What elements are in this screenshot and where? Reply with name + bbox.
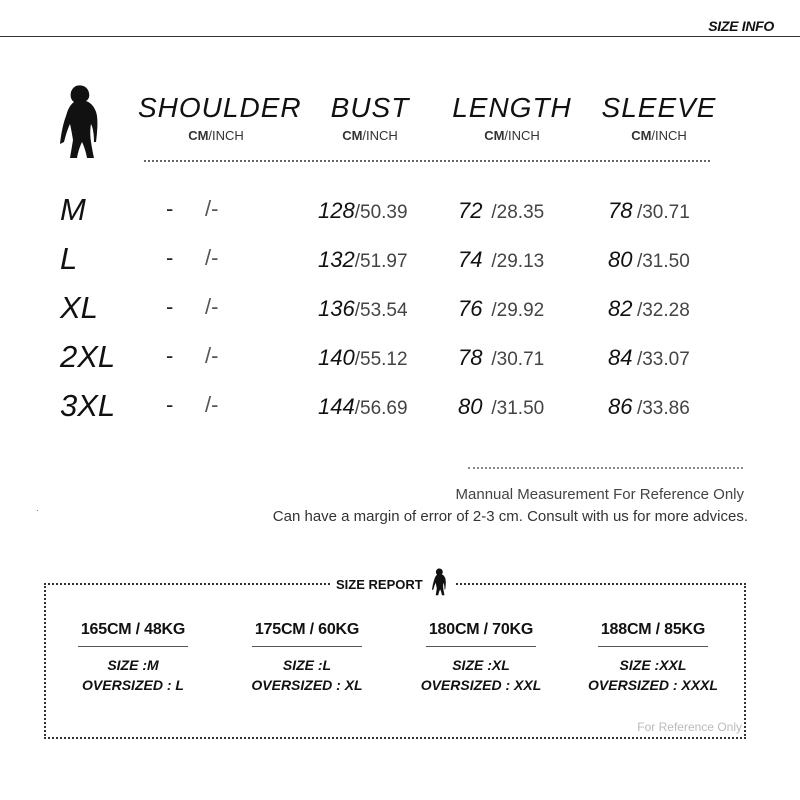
column-title: SHOULDER: [138, 92, 302, 123]
unit-cm: CM: [342, 128, 363, 143]
length-cm: 74: [458, 247, 483, 272]
table-row: [0, 388, 800, 428]
margin-note: Can have a margin of error of 2-3 cm. Consult with us for more advices.: [272, 508, 748, 525]
unit-inch: INCH: [212, 128, 244, 143]
decorative-dot: ·: [36, 506, 39, 515]
length-cm: 76: [458, 296, 483, 321]
table-row: [0, 290, 800, 330]
bust-cell: [318, 247, 408, 273]
size-label: L: [60, 241, 78, 276]
size-report-title: SIZE REPORT: [336, 577, 423, 592]
size-report-item: [568, 621, 738, 693]
column-unit: [318, 128, 422, 143]
underline: [78, 646, 188, 647]
oversized-size: OVERSIZED : XL: [251, 677, 363, 693]
bust-inch: /55.12: [354, 349, 408, 370]
shoulder-inch: /-: [205, 196, 219, 221]
height-weight: 165CM / 48KG: [80, 621, 186, 638]
column-unit: [600, 128, 718, 143]
length-cell: [458, 198, 544, 224]
sleeve-cell: [608, 345, 690, 371]
header-divider: [0, 36, 800, 37]
unit-cm: CM: [484, 128, 505, 143]
length-cell: [458, 394, 544, 420]
measurement-note: Mannual Measurement For Reference Only: [455, 486, 744, 503]
column-unit: [450, 128, 574, 143]
underline: [252, 646, 362, 647]
column-header-shoulder: [138, 92, 302, 143]
sleeve-cm: 80: [608, 247, 633, 272]
length-cm: 78: [458, 345, 483, 370]
height-weight: 175CM / 60KG: [254, 621, 360, 638]
shoulder-cm: -: [166, 196, 174, 221]
bust-cm: 140: [318, 345, 355, 370]
sleeve-inch: /31.50: [636, 251, 690, 272]
table-row: [0, 241, 800, 281]
bust-inch: /56.69: [354, 398, 408, 419]
unit-separator: /: [208, 128, 213, 143]
bust-cell: [318, 394, 408, 420]
height-weight: 188CM / 85KG: [600, 621, 706, 638]
page-title: SIZE INFO: [708, 18, 774, 34]
shoulder-cm: -: [166, 343, 174, 368]
bust-cm: 144: [318, 394, 355, 419]
bust-cm: 132: [318, 247, 355, 272]
bust-cell: [318, 296, 408, 322]
shoulder-inch: /-: [205, 343, 219, 368]
unit-inch: INCH: [655, 128, 687, 143]
sleeve-cell: [608, 247, 690, 273]
table-row: [0, 192, 800, 232]
size-report-header: [330, 566, 455, 596]
sleeve-inch: /33.07: [636, 349, 690, 370]
unit-inch: INCH: [366, 128, 398, 143]
length-inch: /30.71: [491, 349, 545, 370]
size-label: M: [60, 192, 86, 227]
length-inch: /31.50: [491, 398, 545, 419]
sleeve-inch: /32.28: [636, 300, 690, 321]
length-inch: /29.13: [491, 251, 545, 272]
height-weight: 180CM / 70KG: [428, 621, 534, 638]
sleeve-cell: [608, 296, 690, 322]
underline: [598, 646, 708, 647]
bust-inch: /50.39: [354, 202, 408, 223]
unit-separator: /: [504, 128, 509, 143]
size-label: 2XL: [60, 339, 116, 374]
unit-separator: /: [651, 128, 656, 143]
sleeve-cm: 84: [608, 345, 633, 370]
oversized-size: OVERSIZED : XXXL: [588, 677, 718, 693]
underline: [426, 646, 536, 647]
length-cell: [458, 296, 544, 322]
size-report-item: [396, 621, 566, 693]
sleeve-cm: 78: [608, 198, 633, 223]
gorilla-silhouette-icon: [56, 84, 102, 160]
column-unit: [138, 128, 294, 143]
bust-inch: /53.54: [354, 300, 408, 321]
gorilla-silhouette-icon: [429, 568, 449, 596]
reference-footnote: For Reference Only: [637, 720, 742, 734]
sleeve-cell: [608, 198, 690, 224]
column-title: LENGTH: [452, 92, 572, 123]
length-cell: [458, 247, 544, 273]
bust-inch: /51.97: [354, 251, 408, 272]
notes-dotted-divider: [468, 467, 743, 469]
shoulder-inch: /-: [205, 294, 219, 319]
unit-inch: INCH: [508, 128, 540, 143]
bust-cell: [318, 345, 408, 371]
unit-cm: CM: [631, 128, 652, 143]
length-inch: /28.35: [491, 202, 545, 223]
size-label: XL: [60, 290, 98, 325]
shoulder-cm: -: [166, 392, 174, 417]
column-header-sleeve: [600, 92, 718, 143]
sleeve-inch: /33.86: [636, 398, 690, 419]
sleeve-cm: 86: [608, 394, 633, 419]
shoulder-inch: /-: [205, 392, 219, 417]
column-title: BUST: [330, 92, 410, 123]
sleeve-inch: /30.71: [636, 202, 690, 223]
recommended-size: SIZE :L: [282, 657, 332, 673]
length-cm: 72: [458, 198, 483, 223]
bust-cell: [318, 198, 408, 224]
unit-cm: CM: [188, 128, 209, 143]
size-report-item: [48, 621, 218, 693]
unit-separator: /: [362, 128, 367, 143]
column-title: SLEEVE: [601, 92, 717, 123]
bust-cm: 136: [318, 296, 355, 321]
table-row: [0, 339, 800, 379]
header-dotted-divider: [144, 160, 710, 162]
shoulder-cm: -: [166, 245, 174, 270]
shoulder-inch: /-: [205, 245, 219, 270]
length-cell: [458, 345, 544, 371]
shoulder-cm: -: [166, 294, 174, 319]
bust-cm: 128: [318, 198, 355, 223]
recommended-size: SIZE :XXL: [619, 657, 687, 673]
size-report-item: [222, 621, 392, 693]
size-label: 3XL: [60, 388, 116, 423]
length-cm: 80: [458, 394, 483, 419]
oversized-size: OVERSIZED : L: [82, 677, 184, 693]
recommended-size: SIZE :XL: [452, 657, 510, 673]
column-header-length: [450, 92, 574, 143]
sleeve-cell: [608, 394, 690, 420]
sleeve-cm: 82: [608, 296, 633, 321]
recommended-size: SIZE :M: [107, 657, 159, 673]
column-header-bust: [318, 92, 422, 143]
length-inch: /29.92: [491, 300, 545, 321]
oversized-size: OVERSIZED : XXL: [420, 677, 542, 693]
